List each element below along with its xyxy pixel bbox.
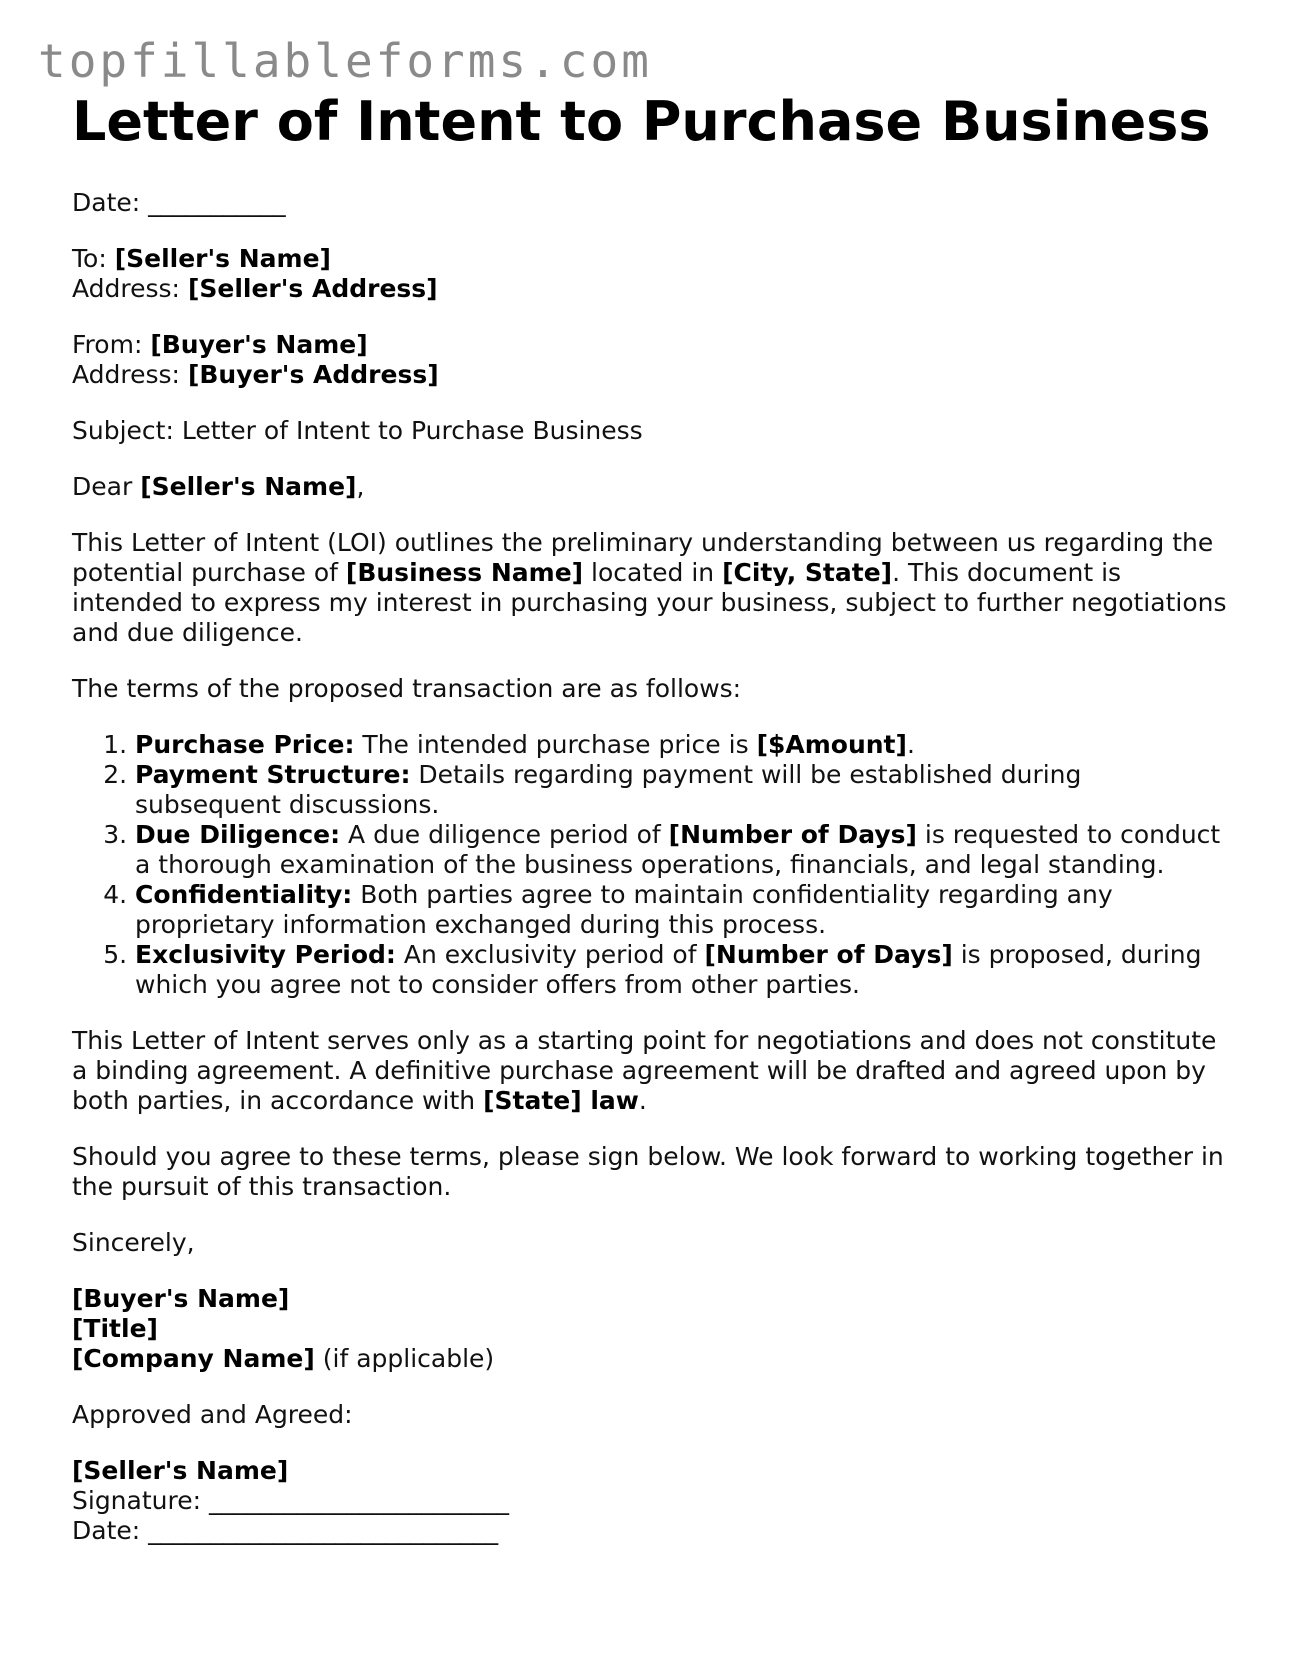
- closing-paragraph: This Letter of Intent serves only as a starting point for negotiations and does not constitute a binding agreement. A definitive purchase agreement will be drafted and agreed upon by both parties, in accordance with [State] law.: [72, 1026, 1217, 1115]
- to-block: [72, 244, 1232, 304]
- signature-field: Signature: ________________________: [72, 1486, 509, 1515]
- intro-paragraph: This Letter of Intent (LOI) outlines the preliminary understanding between us regarding the potential purchase of [Business Name] located in [City, State]. This document is intended to express my interest in purchasing your business, subject to further negotiations and due diligence.: [72, 528, 1227, 647]
- terms-intro: The terms of the proposed transaction are as follows:: [72, 674, 742, 703]
- greeting: Dear [Seller's Name],: [72, 472, 365, 501]
- subject-line: Subject: Letter of Intent to Purchase Business: [72, 416, 643, 445]
- from-address-line: Address: [Buyer's Address]: [72, 360, 439, 389]
- date-field: Date: ___________: [72, 188, 286, 217]
- page-title: Letter of Intent to Purchase Business: [72, 90, 1211, 153]
- seller-name: [Seller's Name]: [72, 1456, 289, 1485]
- letter-document: [72, 90, 1232, 1572]
- buyer-signature-block: [72, 1284, 1232, 1374]
- terms-list: [72, 730, 1232, 1000]
- seller-signature-block: [72, 1456, 1232, 1546]
- buyer-name: [Buyer's Name]: [72, 1284, 290, 1313]
- seller-date-field: Date: ____________________________: [72, 1516, 499, 1545]
- buyer-company: [Company Name]: [72, 1344, 315, 1373]
- state-law-placeholder: [State] law: [483, 1086, 639, 1115]
- greeting-name: [Seller's Name]: [140, 472, 357, 501]
- buyer-name-placeholder: [Buyer's Name]: [150, 330, 368, 359]
- watermark: topfillableforms.com: [38, 34, 652, 88]
- from-block: [72, 330, 1232, 390]
- approved-label: Approved and Agreed:: [72, 1400, 353, 1429]
- seller-name-placeholder: [Seller's Name]: [114, 244, 331, 273]
- buyer-company-line: [Company Name] (if applicable): [72, 1344, 495, 1373]
- sincerely: Sincerely,: [72, 1228, 195, 1257]
- business-name-placeholder: [Business Name]: [345, 558, 584, 587]
- term-item-exclusivity-period: 5. Exclusivity Period: An exclusivity period of [Number of Days] is proposed, during which you agree not to consider offers from other parties.: [135, 940, 1232, 1000]
- to-line: To: [Seller's Name]: [72, 244, 331, 273]
- seller-address-placeholder: [Seller's Address]: [187, 274, 438, 303]
- term-item-payment-structure: 2. Payment Structure: Details regarding payment will be established during subsequent discussions.: [135, 760, 1232, 820]
- term-item-purchase-price: 1. Purchase Price: The intended purchase price is [$Amount].: [135, 730, 1232, 760]
- to-address-line: Address: [Seller's Address]: [72, 274, 438, 303]
- term-item-due-diligence: 3. Due Diligence: A due diligence period of [Number of Days] is requested to conduct a thorough examination of the business operations, financials, and legal standing.: [135, 820, 1232, 880]
- buyer-title: [Title]: [72, 1314, 158, 1343]
- location-placeholder: [City, State]: [722, 558, 893, 587]
- from-line: From: [Buyer's Name]: [72, 330, 368, 359]
- term-item-confidentiality: 4. Confidentiality: Both parties agree to maintain confidentiality regarding any proprietary information exchanged during this process.: [135, 880, 1232, 940]
- agree-paragraph: Should you agree to these terms, please sign below. We look forward to working together in the pursuit of this transaction.: [72, 1142, 1224, 1201]
- buyer-address-placeholder: [Buyer's Address]: [187, 360, 439, 389]
